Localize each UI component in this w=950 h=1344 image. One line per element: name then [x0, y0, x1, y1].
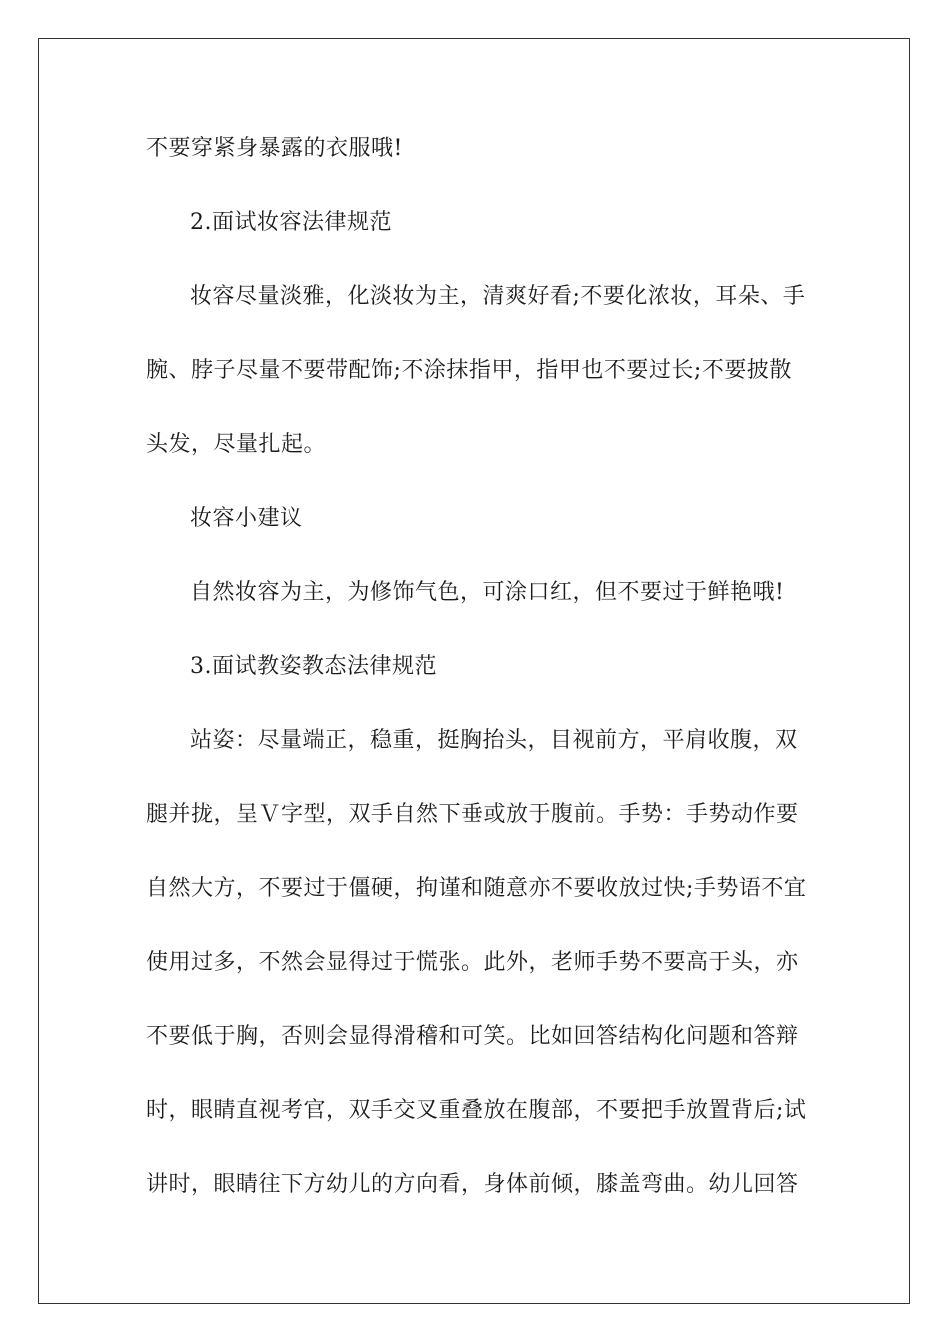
text-line: 腿并拢，呈Ｖ字型，双手自然下垂或放于腹前。手势：手势动作要 [146, 802, 799, 827]
text-line: 自然妆容为主，为修饰气色，可涂口红，但不要过于鲜艳哦! [190, 580, 785, 605]
text-line: 自然大方，不要过于僵硬，拘谨和随意亦不要收放过快;手势语不宜 [146, 876, 807, 901]
text-line: 讲时，眼睛往下方幼儿的方向看，身体前倾，膝盖弯曲。幼儿回答 [146, 1172, 799, 1197]
section-heading: 3.面试教姿教态法律规范 [190, 654, 437, 679]
text-line: 头发，尽量扎起。 [146, 432, 327, 457]
text-line: 妆容尽量淡雅，化淡妆为主，清爽好看;不要化浓妆，耳朵、手 [190, 284, 806, 309]
text-line: 不要穿紧身暴露的衣服哦! [146, 136, 403, 161]
subheading: 妆容小建议 [190, 506, 303, 531]
text-line: 不要低于胸，否则会显得滑稽和可笑。比如回答结构化问题和答辩 [146, 1024, 799, 1049]
section-heading: 2.面试妆容法律规范 [190, 210, 392, 235]
text-line: 使用过多，不然会显得过于慌张。此外，老师手势不要高于头，亦 [146, 950, 799, 975]
text-line: 时，眼睛直视考官，双手交叉重叠放在腹部，不要把手放置背后;试 [146, 1098, 807, 1123]
text-line: 站姿：尽量端正，稳重，挺胸抬头，目视前方，平肩收腹，双 [190, 728, 798, 753]
text-line: 腕、脖子尽量不要带配饰;不涂抹指甲，指甲也不要过长;不要披散 [146, 358, 792, 383]
document-body [146, 130, 808, 1240]
